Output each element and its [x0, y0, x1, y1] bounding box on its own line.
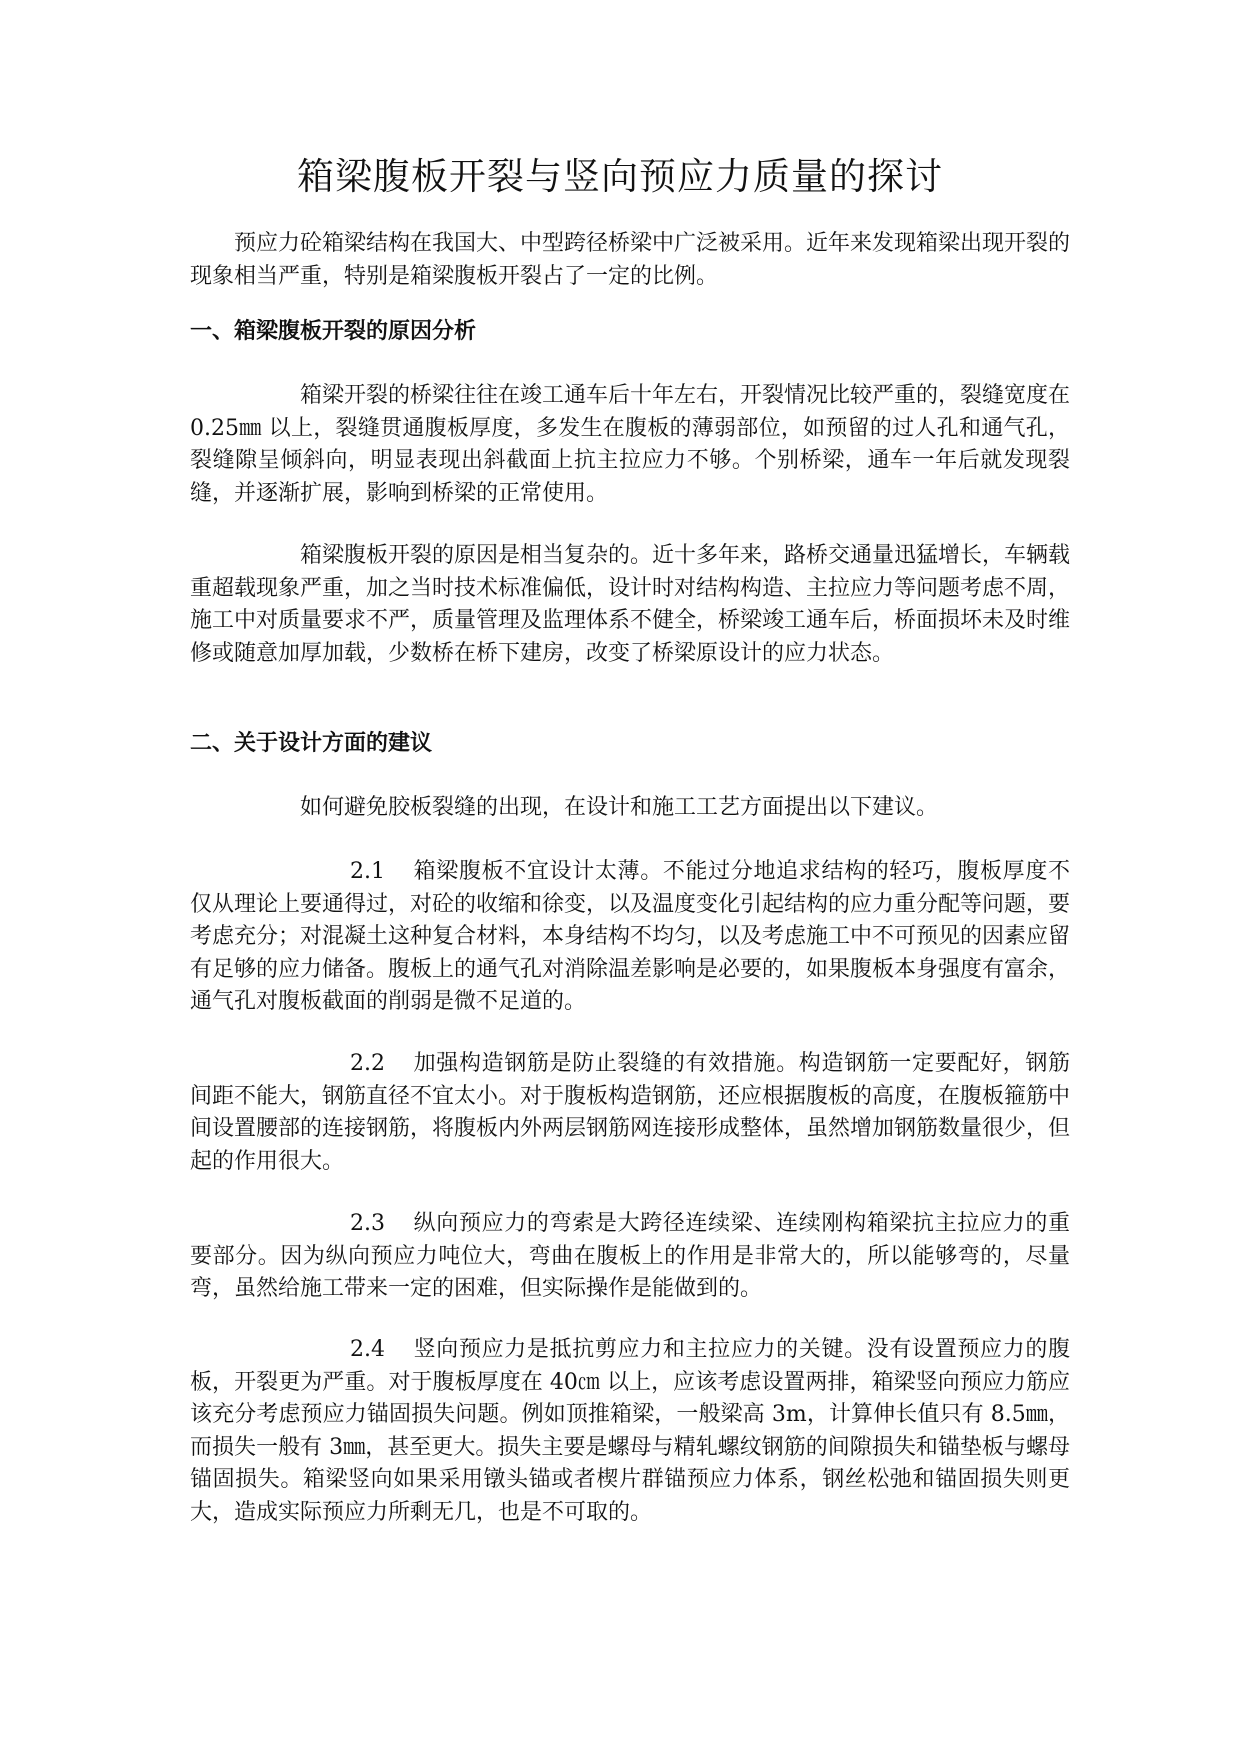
section-1-paragraph-1: 箱梁开裂的桥梁往往在竣工通车后十年左右，开裂情况比较严重的，裂缝宽度在 0.25㎜ 以上，裂缝贯通腹板厚度，多发生在腹板的薄弱部位，如预留的过人孔和通气孔，裂缝隙呈倾斜向，明显表现出斜截面上抗主拉应力不够。个别桥梁，通车一年后就发现裂缝，并逐渐扩展，影响到桥梁的正常使用。	[190, 383, 1071, 506]
item-number: 2.1	[350, 859, 385, 884]
section-2-lead: 如何避免胶板裂缝的出现，在设计和施工工艺方面提出以下建议。	[300, 795, 939, 820]
section-2-heading: 二、关于设计方面的建议	[190, 731, 433, 756]
item-text: 竖向预应力是抵抗剪应力和主拉应力的关键。没有设置预应力的腹板，开裂更为严重。对于腹板厚度在 40㎝ 以上，应该考虑设置两排，箱梁竖向预应力筋应该充分考虑预应力锚固损失问题。例如顶推箱梁，一般梁高 3m，计算伸长值只有 8.5㎜，而损失一般有 3㎜，甚至更大。损失主要是螺母与精轧螺纹钢筋的间隙损失和锚垫板与螺母锚固损失。箱梁竖向如果采用镦头锚或者楔片群锚预应力体系，钢丝松弛和锚固损失则更大，造成实际预应力所剩无几，也是不可取的。	[190, 1337, 1070, 1525]
item-text: 箱梁腹板不宜设计太薄。不能过分地追求结构的轻巧，腹板厚度不仅从理论上要通得过，对砼的收缩和徐变，以及温度变化引起结构的应力重分配等问题，要考虑充分；对混凝土这种复合材料，本身结构不均匀，以及考虑施工中不可预见的因素应留有足够的应力储备。腹板上的通气孔对消除温差影响是必要的，如果腹板本身强度有富余，通气孔对腹板截面的削弱是微不足道的。	[190, 859, 1071, 1014]
item-text: 纵向预应力的弯索是大跨径连续梁、连续刚构箱梁抗主拉应力的重要部分。因为纵向预应力吨位大，弯曲在腹板上的作用是非常大的，所以能够弯的，尽量弯，虽然给施工带来一定的困难，但实际操作是能做到的。	[190, 1211, 1070, 1301]
item-text: 加强构造钢筋是防止裂缝的有效措施。构造钢筋一定要配好，钢筋间距不能大，钢筋直径不宜太小。对于腹板构造钢筋，还应根据腹板的高度，在腹板箍筋中间设置腰部的连接钢筋，将腹板内外两层钢筋网连接形成整体，虽然增加钢筋数量很少，但起的作用很大。	[190, 1051, 1071, 1174]
section-1-paragraph-2: 箱梁腹板开裂的原因是相当复杂的。近十多年来，路桥交通量迅猛增长，车辆载重超载现象严重，加之当时技术标准偏低，设计时对结构构造、主拉应力等问题考虑不周，施工中对质量要求不严，质量管理及监理体系不健全，桥梁竣工通车后，桥面损坏未及时维修或随意加厚加载，少数桥在桥下建房，改变了桥梁原设计的应力状态。	[190, 543, 1071, 666]
item-number: 2.2	[350, 1051, 385, 1076]
item-number: 2.3	[350, 1211, 385, 1236]
item-number: 2.4	[350, 1337, 385, 1362]
list-item-2-1	[190, 856, 1070, 1019]
list-item-2-4	[190, 1334, 1070, 1529]
list-item-2-2	[190, 1048, 1070, 1178]
intro-paragraph: 预应力砼箱梁结构在我国大、中型跨径桥梁中广泛被采用。近年来发现箱梁出现开裂的现象相当严重，特别是箱梁腹板开裂占了一定的比例。	[190, 231, 1071, 289]
section-1-heading: 一、箱梁腹板开裂的原因分析	[190, 319, 477, 344]
document-title: 箱梁腹板开裂与竖向预应力质量的探讨	[297, 155, 943, 198]
list-item-2-3	[190, 1208, 1070, 1306]
